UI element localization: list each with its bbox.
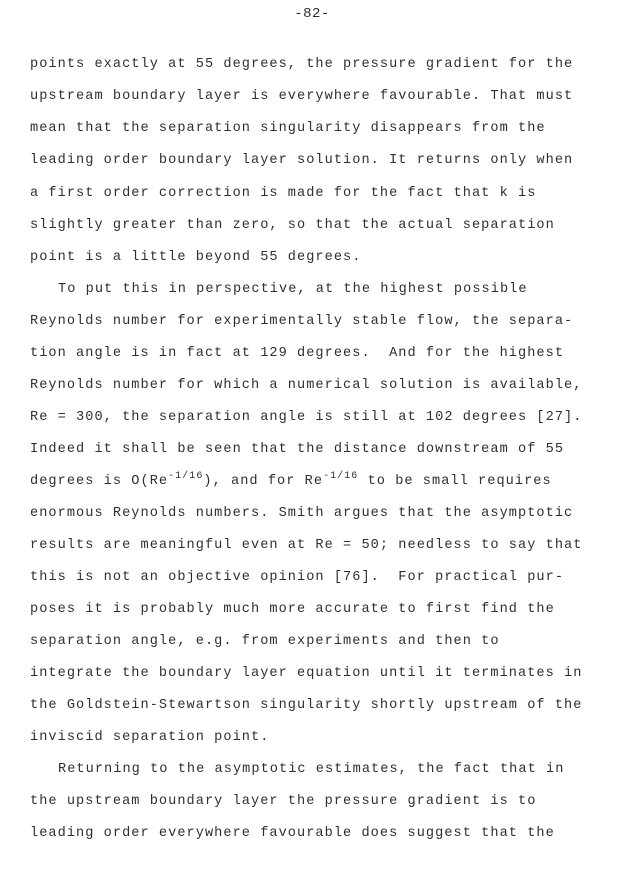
text-line: Indeed it shall be seen that the distance downstream of 55 xyxy=(30,442,565,457)
text-line: inviscid separation point. xyxy=(30,730,270,745)
superscript-exponent: -1/16 xyxy=(168,471,204,482)
text-line: Re = 300, the separation angle is still at 102 degrees [27]. xyxy=(30,410,583,425)
text-line: enormous Reynolds numbers. Smith argues that the asymptotic xyxy=(30,506,574,521)
text-line: results are meaningful even at Re = 50; needless to say that xyxy=(30,538,583,553)
text-line: leading order everywhere favourable does suggest that the xyxy=(30,826,555,841)
text-line: Returning to the asymptotic estimates, the fact that in xyxy=(58,762,565,777)
text-line: the upstream boundary layer the pressure gradient is to xyxy=(30,794,537,809)
text-line: leading order boundary layer solution. It returns only when xyxy=(30,153,574,168)
text-line: separation angle, e.g. from experiments and then to xyxy=(30,634,500,649)
text-line: slightly greater than zero, so that the actual separation xyxy=(30,218,555,233)
superscript-exponent: -1/16 xyxy=(323,471,359,482)
text-segment: ), and for Re xyxy=(203,474,324,489)
text-line: this is not an objective opinion [76]. For practical pur- xyxy=(30,570,565,585)
text-segment: degrees is O(Re xyxy=(30,474,169,489)
text-line: To put this in perspective, at the highest possible xyxy=(58,282,528,297)
text-line: integrate the boundary layer equation until it terminates in xyxy=(30,666,583,681)
text-line: a first order correction is made for the fact that k is xyxy=(30,186,537,201)
text-line: mean that the separation singularity disappears from the xyxy=(30,121,546,136)
text-line: point is a little beyond 55 degrees. xyxy=(30,250,362,265)
text-line: tion angle is in fact at 129 degrees. And for the highest xyxy=(30,346,565,361)
text-line: Reynolds number for experimentally stable flow, the separa- xyxy=(30,314,574,329)
page-number: -82- xyxy=(294,6,330,22)
text-line: the Goldstein-Stewartson singularity shortly upstream of the xyxy=(30,698,583,713)
text-line: upstream boundary layer is everywhere favourable. That must xyxy=(30,89,574,104)
text-line: Reynolds number for which a numerical solution is available, xyxy=(30,378,583,393)
text-line: poses it is probably much more accurate to first find the xyxy=(30,602,555,617)
text-segment: to be small requires xyxy=(358,474,552,489)
text-line-with-superscript xyxy=(30,473,552,491)
text-line: points exactly at 55 degrees, the pressure gradient for the xyxy=(30,57,574,72)
